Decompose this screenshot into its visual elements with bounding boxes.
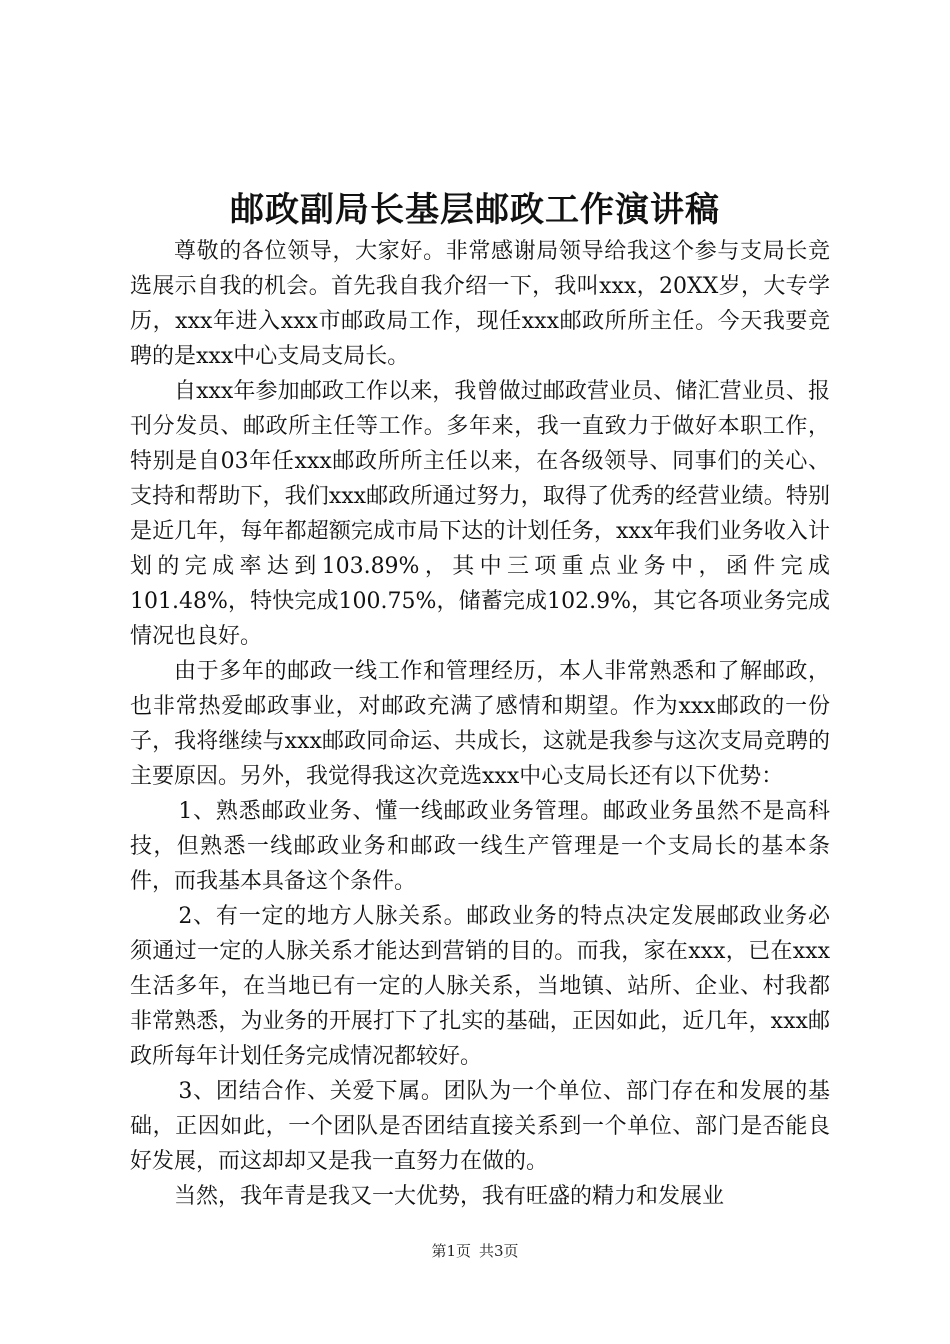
page-footer bbox=[0, 1240, 950, 1262]
paragraph-advantage-1: 1、熟悉邮政业务、懂一线邮政业务管理。邮政业务虽然不是高科技，但熟悉一线邮政业务和邮政一线生产管理是一个支局长的基本条件，而我基本具备这个条件。 bbox=[130, 799, 830, 894]
paragraph-experience: 自xxx年参加邮政工作以来，我曾做过邮政营业员、储汇营业员、报刊分发员、邮政所主任等工作。多年来，我一直致力于做好本职工作，特别是自03年任xxx邮政所所主任以来，在各级领导、同事们的关心、支持和帮助下，我们xxx邮政所通过努力，取得了优秀的经营业绩。特别是近几年，每年都超额完成市局下达的计划任务，xxx年我们业务收入计划的完成率达到103.89%，其中三项重点业务中，函件完成101.48%，特快完成100.75%，储蓄完成102.9%，其它各项业务完成情况也良好。 bbox=[130, 379, 830, 649]
paragraph-advantage-2: 2、有一定的地方人脉关系。邮政业务的特点决定发展邮政业务必须通过一定的人脉关系才能达到营销的目的。而我，家在xxx，已在xxx生活多年，在当地已有一定的人脉关系，当地镇、站所、企业、村我都非常熟悉，为业务的开展打下了扎实的基础，正因如此，近几年，xxx邮政所每年计划任务完成情况都较好。 bbox=[130, 904, 830, 1069]
document-title: 邮政副局长基层邮政工作演讲稿 bbox=[230, 190, 720, 230]
paragraph-youth: 当然，我年青是我又一大优势，我有旺盛的精力和发展业 bbox=[174, 1184, 725, 1209]
paragraph-advantage-3: 3、团结合作、关爱下属。团队为一个单位、部门存在和发展的基础，正因如此，一个团队是否团结直接关系到一个单位、部门是否能良好发展，而这却却又是我一直努力在做的。 bbox=[130, 1079, 830, 1174]
paragraph-greeting: 尊敬的各位领导，大家好。非常感谢局领导给我这个参与支局长竞选展示自我的机会。首先我自我介绍一下，我叫xxx，20XX岁，大专学历，xxx年进入xxx市邮政局工作，现任xxx邮政所所主任。今天我要竞聘的是xxx中心支局支局长。 bbox=[130, 239, 830, 369]
document-body bbox=[130, 234, 830, 1214]
page-number-current: 第1页 bbox=[431, 1242, 471, 1260]
paragraph-motivation: 由于多年的邮政一线工作和管理经历，本人非常熟悉和了解邮政，也非常热爱邮政事业，对邮政充满了感情和期望。作为xxx邮政的一份子，我将继续与xxx邮政同命运、共成长，这就是我参与这次支局竞聘的主要原因。另外，我觉得我这次竞选xxx中心支局长还有以下优势： bbox=[130, 659, 830, 789]
page-number-total: 共3页 bbox=[479, 1242, 519, 1260]
